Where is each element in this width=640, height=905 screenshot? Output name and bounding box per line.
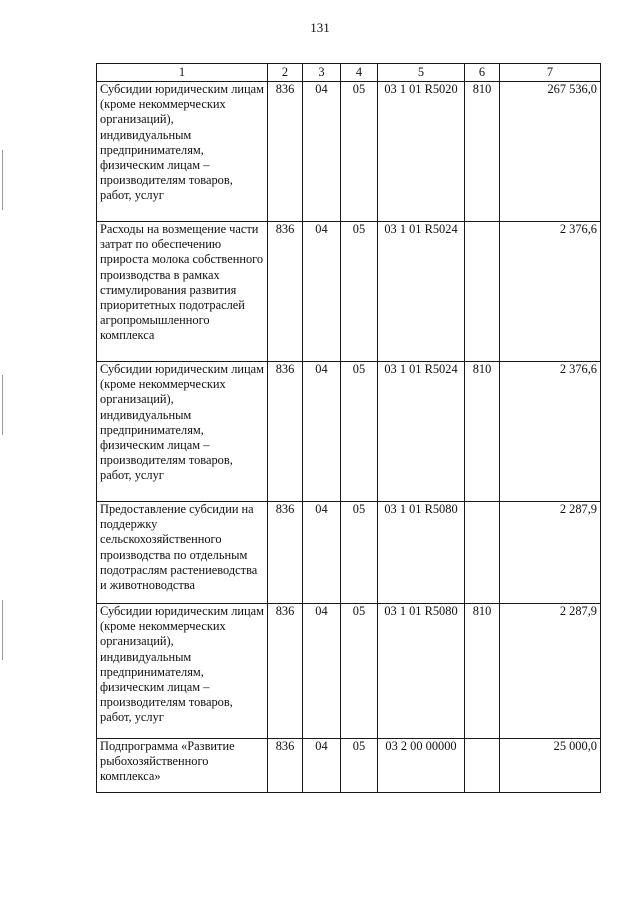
row-rz: 04 <box>303 739 341 793</box>
table-row <box>97 222 601 362</box>
table-header-row <box>97 64 601 82</box>
row-gr: 836 <box>268 502 303 604</box>
row-amount: 25 000,0 <box>500 739 601 793</box>
row-vr: 810 <box>465 82 500 222</box>
table-row <box>97 739 601 793</box>
row-vr: 810 <box>465 604 500 739</box>
row-name: Субсидии юридическим лицам (кроме некоммерческих организаций), индивидуальным предпринимателям, физическим лицам – производителям товаров, работ, услуг <box>97 604 268 739</box>
row-vr <box>465 222 500 362</box>
header-col-6: 6 <box>465 64 500 82</box>
row-name: Субсидии юридическим лицам (кроме некоммерческих организаций), индивидуальным предпринимателям, физическим лицам – производителям товаров, работ, услуг <box>97 362 268 502</box>
row-name: Подпрограмма «Развитие рыбохозяйственного комплекса» <box>97 739 268 793</box>
page-number: 131 <box>310 20 330 35</box>
row-csr: 03 1 01 R5080 <box>378 604 465 739</box>
row-amount: 2 376,6 <box>500 362 601 502</box>
row-gr: 836 <box>268 222 303 362</box>
row-name: Предоставление субсидии на поддержку сельскохозяйственного производства по отдельным подотраслям растениеводства и животноводства <box>97 502 268 604</box>
binding-mark <box>2 375 3 435</box>
header-col-7: 7 <box>500 64 601 82</box>
row-gr: 836 <box>268 362 303 502</box>
binding-mark <box>2 150 3 210</box>
row-gr: 836 <box>268 604 303 739</box>
row-csr: 03 1 01 R5024 <box>378 362 465 502</box>
row-rz: 04 <box>303 222 341 362</box>
row-csr: 03 1 01 R5080 <box>378 502 465 604</box>
table-row <box>97 502 601 604</box>
header-col-5: 5 <box>378 64 465 82</box>
row-pr: 05 <box>341 739 378 793</box>
binding-mark <box>2 600 3 660</box>
row-amount: 2 376,6 <box>500 222 601 362</box>
header-col-3: 3 <box>303 64 341 82</box>
table-row <box>97 82 601 222</box>
row-csr: 03 1 01 R5024 <box>378 222 465 362</box>
row-name: Расходы на возмещение части затрат по обеспечению прироста молока собственного производства в рамках стимулирования развития приоритетных подотраслей агропромышленного комплекса <box>97 222 268 362</box>
row-pr: 05 <box>341 82 378 222</box>
row-amount: 267 536,0 <box>500 82 601 222</box>
row-name: Субсидии юридическим лицам (кроме некоммерческих организаций), индивидуальным предпринимателям, физическим лицам – производителям товаров, работ, услуг <box>97 82 268 222</box>
row-vr <box>465 739 500 793</box>
row-gr: 836 <box>268 739 303 793</box>
row-csr: 03 1 01 R5020 <box>378 82 465 222</box>
header-col-2: 2 <box>268 64 303 82</box>
row-amount: 2 287,9 <box>500 604 601 739</box>
row-pr: 05 <box>341 222 378 362</box>
row-amount: 2 287,9 <box>500 502 601 604</box>
table-row <box>97 604 601 739</box>
header-col-1: 1 <box>97 64 268 82</box>
row-pr: 05 <box>341 362 378 502</box>
row-rz: 04 <box>303 82 341 222</box>
row-pr: 05 <box>341 604 378 739</box>
budget-table <box>96 63 601 793</box>
table-row <box>97 362 601 502</box>
row-vr: 810 <box>465 362 500 502</box>
row-gr: 836 <box>268 82 303 222</box>
row-rz: 04 <box>303 604 341 739</box>
row-pr: 05 <box>341 502 378 604</box>
row-csr: 03 2 00 00000 <box>378 739 465 793</box>
row-rz: 04 <box>303 362 341 502</box>
row-rz: 04 <box>303 502 341 604</box>
row-vr <box>465 502 500 604</box>
header-col-4: 4 <box>341 64 378 82</box>
